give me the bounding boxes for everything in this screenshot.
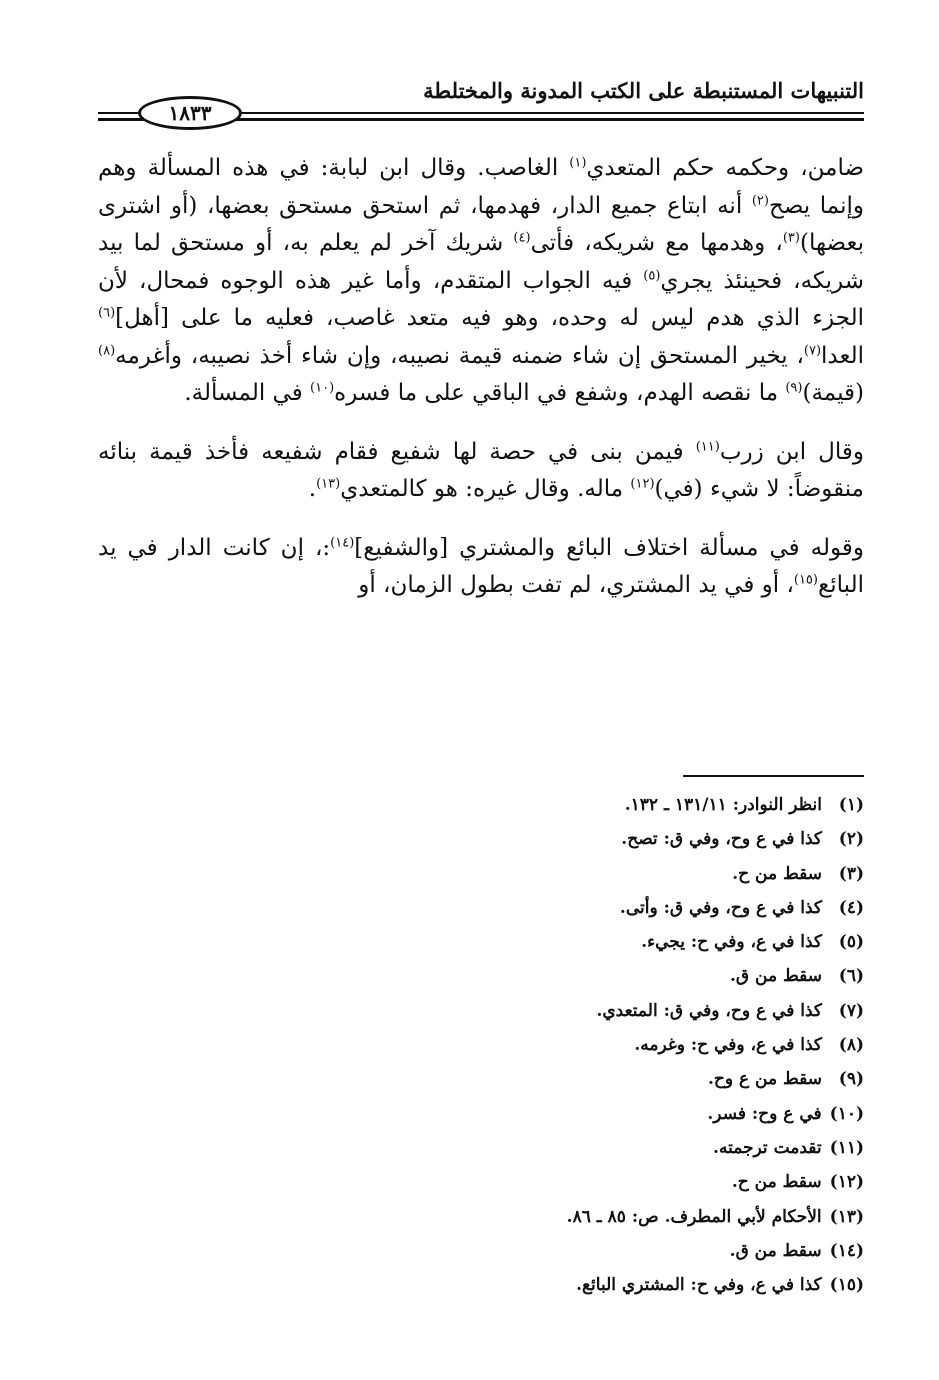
footnote-marker: (١٤) <box>330 534 355 550</box>
text-run: وقال ابن زرب <box>719 438 864 465</box>
footnote-number: (١٠) <box>829 1103 864 1124</box>
footnote-marker: (١) <box>569 155 587 171</box>
footnote-text: سقط من ق. <box>729 1240 822 1261</box>
footnotes-list <box>300 788 864 1302</box>
footnote <box>300 1268 864 1302</box>
text-run: في المسألة. <box>184 380 311 406</box>
footnote-text: سقط من ق. <box>730 966 822 987</box>
footnote-marker: (١٠) <box>310 380 335 396</box>
footnote-number: (١٢) <box>829 1172 864 1193</box>
footnote-number: (١٤) <box>829 1240 864 1261</box>
footnote-marker: (٣) <box>782 230 800 246</box>
footnote <box>300 891 864 925</box>
text-run: شريك آخر لم يعلم به، أو مستحق لما بيد شريكه، فحينئذ يجري <box>98 230 864 294</box>
header-title: التنبيهات المستنبطة على الكتب المدونة والمختلطة <box>423 78 864 103</box>
footnote <box>300 822 864 856</box>
footnote-text: كذا في ع وح، وفي ق: المتعدي. <box>596 1000 822 1021</box>
footnote-text: كذا في ع، وفي ح: وغرمه. <box>634 1035 822 1056</box>
text-run: الغاصب. وقال ابن لبابة: في هذه المسألة وهم وإنما يصح <box>98 155 864 219</box>
paragraph <box>98 150 864 413</box>
footnote <box>300 925 864 959</box>
footnote-marker: (١٣) <box>316 476 341 492</box>
text-run: ، يخير المستحق إن شاء ضمنه قيمة نصيبه، وإن شاء أخذ نصيبه، وأغرمه <box>115 342 804 369</box>
text-run: وقوله في مسألة اختلاف البائع والمشتري [والشفيع] <box>354 534 864 561</box>
footnote-number: (١٣) <box>829 1206 864 1227</box>
footnote-number: (١) <box>838 795 864 815</box>
footnote-marker: (٥) <box>643 267 661 283</box>
footnote <box>300 1200 864 1234</box>
paragraph <box>98 530 864 605</box>
footnote-number: (١١) <box>829 1137 864 1158</box>
footnote-text: في ع وح: فسر. <box>707 1103 822 1124</box>
footnote-text: سقط من ح. <box>732 863 822 884</box>
footnote-marker: (١١) <box>695 438 720 454</box>
footnote-number: (٣) <box>838 863 864 884</box>
footnote-marker: (٢) <box>751 192 769 208</box>
footnote <box>300 1028 864 1062</box>
footnote-marker: (٦) <box>98 305 116 321</box>
text-run: ضامن، وحكمه حكم المتعدي <box>586 155 864 181</box>
text-run: :، إن كانت الدار في يد البائع <box>98 534 864 598</box>
running-header <box>98 72 864 130</box>
paragraph <box>98 434 864 509</box>
footnote-text: كذا في ع، وفي ح: المشتري البائع. <box>576 1275 822 1296</box>
footnote-number: (٧) <box>838 1000 864 1021</box>
text-run: فيمن بنى في حصة لها شفيع فقام شفيعه فأخذ قيمة بنائه منقوضاً: لا شيء (في) <box>98 438 864 502</box>
footnote <box>300 1097 864 1131</box>
footnote-marker: (٨) <box>98 342 116 358</box>
text-run: أنه ابتاع جميع الدار، فهدمها، ثم استحق مستحق بعضها، (أو اشترى بعضها) <box>98 192 864 256</box>
footnote <box>300 994 864 1028</box>
footnote-marker: (٩) <box>785 380 803 396</box>
footnote-text: سقط من ع وح. <box>707 1069 822 1090</box>
footnote-text: كذا في ع، وفي ح: يجيء. <box>641 932 822 953</box>
footnote <box>300 788 864 822</box>
footnote <box>300 1131 864 1165</box>
footnote-text: كذا في ع وح، وفي ق: وأتى. <box>619 897 822 918</box>
footnote-number: (٤) <box>838 897 864 918</box>
footnote-text: سقط من ح. <box>731 1172 822 1193</box>
footnote-divider <box>683 775 864 777</box>
footnote <box>300 1234 864 1268</box>
text-run: ماله. وقال غيره: هو كالمتعدي <box>340 476 631 502</box>
footnote-text: كذا في ع وح، وفي ق: تصح. <box>621 829 822 850</box>
text-run: فيه الجواب المتقدم، وأما غير هذه الوجوه فمحال، لأن الجزء الذي هدم ليس له وحده، وهو فيه متعد غاصب، فعليه ما على [أهل] <box>98 267 864 331</box>
text-run: (قيمة) <box>802 380 864 406</box>
text-run: . <box>308 476 317 502</box>
footnote-number: (١٥) <box>829 1275 864 1296</box>
footnote-number: (٥) <box>838 932 864 953</box>
footnote-number: (٨) <box>838 1035 864 1056</box>
footnote-number: (٩) <box>838 1069 864 1090</box>
footnote-marker: (٤) <box>513 230 531 246</box>
main-text <box>98 150 864 605</box>
footnote <box>300 959 864 993</box>
footnote-text: انظر النوادر: ١٣١/١١ ـ ١٣٢. <box>624 795 822 815</box>
text-run: العدا <box>821 342 864 369</box>
page-number-badge: ١٨٣٣ <box>138 96 242 130</box>
text-run: ، وهدمها مع شريكه، فأتى <box>530 230 783 256</box>
footnote <box>300 1062 864 1096</box>
footnote-text: تقدمت ترجمته. <box>713 1137 822 1158</box>
text-run: ، أو في يد المشتري، لم تفت بطول الزمان، أو <box>358 572 794 598</box>
footnote-marker: (١٥) <box>793 572 818 588</box>
text-run: ما نقصه الهدم، وشفع في الباقي على ما فسره <box>334 380 786 406</box>
footnote <box>300 857 864 891</box>
footnote-text: الأحكام لأبي المطرف. ص: ٨٥ ـ ٨٦. <box>566 1206 822 1227</box>
footnote <box>300 1165 864 1199</box>
footnote-marker: (١٢) <box>630 476 655 492</box>
footnote-number: (٦) <box>838 966 864 987</box>
footnote-marker: (٧) <box>803 342 822 358</box>
footnote-number: (٢) <box>838 829 864 850</box>
